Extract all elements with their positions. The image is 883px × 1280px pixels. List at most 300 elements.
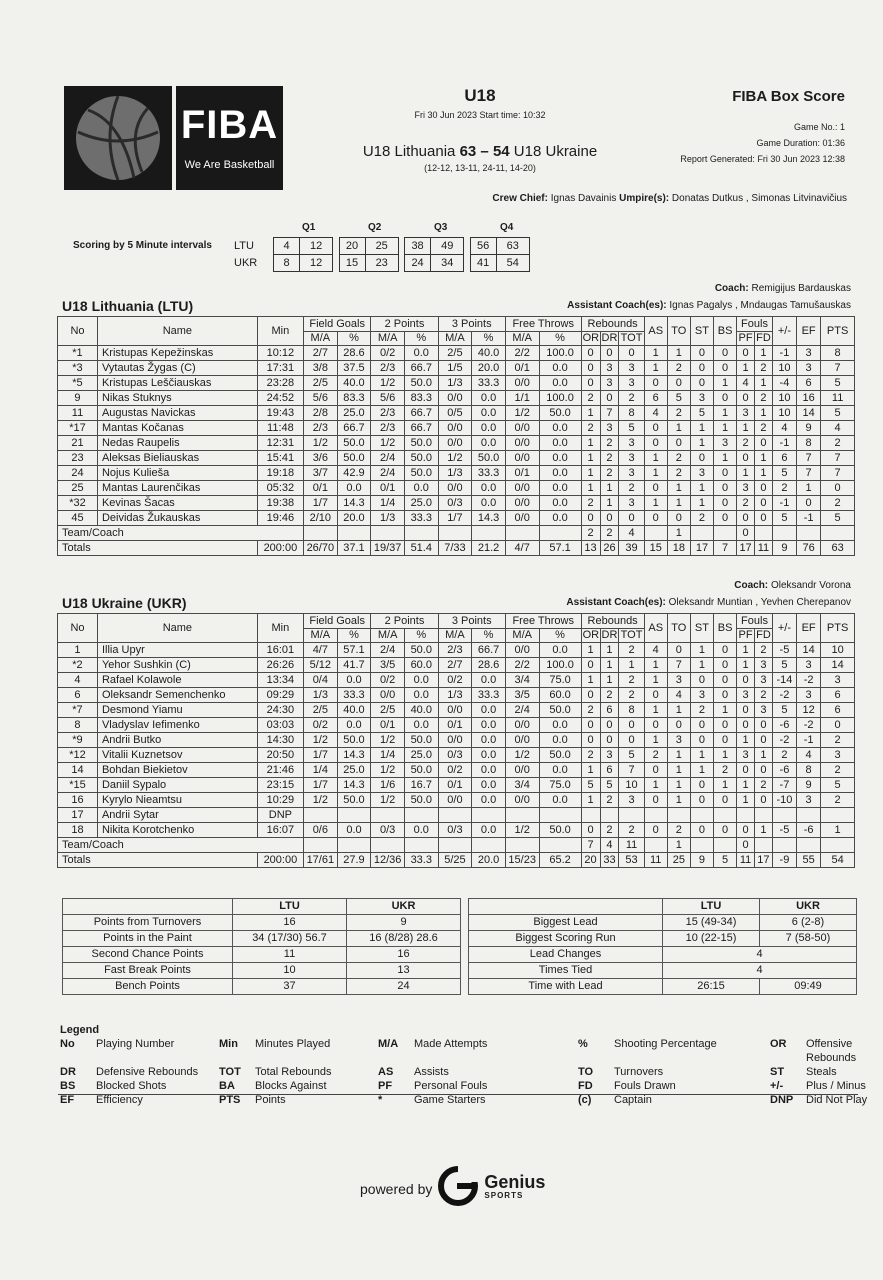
player-row: [58, 436, 855, 451]
stat-cell: 1/2: [371, 376, 405, 391]
stat-cell: 3/5: [505, 688, 539, 703]
player-number: *32: [58, 496, 98, 511]
stat-cell: 3/4: [505, 673, 539, 688]
stat-cell: 50.0: [472, 451, 506, 466]
player-number: 18: [58, 823, 98, 838]
empty-cell: [337, 526, 371, 541]
stat-cell: 0/0: [505, 763, 539, 778]
totals-cell: 5/25: [438, 853, 472, 868]
stat-cell: [714, 808, 737, 823]
totals-cell: 15: [644, 541, 667, 556]
stat-cell: [797, 808, 821, 823]
column-header: Name: [97, 317, 257, 346]
quarter-label: Q2: [368, 222, 382, 233]
empty-cell: [539, 526, 581, 541]
empty-cell: [690, 526, 713, 541]
stat-cell: 1: [581, 793, 600, 808]
stat-cell: -2: [772, 688, 796, 703]
stat-cell: 2/5: [371, 703, 405, 718]
stat-cell: 0/1: [371, 481, 405, 496]
ukr-title: U18 Ukraine (UKR): [62, 595, 187, 611]
stat-cell: 3: [619, 376, 644, 391]
stat-cell: 0: [690, 346, 713, 361]
player-name: Illia Upyr: [97, 643, 257, 658]
summary-value: 16: [233, 915, 347, 931]
summary-label: Points from Turnovers: [63, 915, 233, 931]
stat-cell: 11: [821, 391, 855, 406]
player-name: Andrii Butko: [97, 733, 257, 748]
stat-cell: 0.0: [337, 718, 371, 733]
stat-cell: 2/7: [438, 658, 472, 673]
stat-cell: 2: [755, 778, 773, 793]
player-row: [58, 481, 855, 496]
stat-cell: 0.0: [539, 376, 581, 391]
stat-cell: 3: [797, 346, 821, 361]
column-header: ST: [690, 317, 713, 346]
stat-cell: 0/2: [438, 763, 472, 778]
column-header: AS: [644, 317, 667, 346]
basketball-icon: [64, 86, 172, 190]
totals-cell: 7/33: [438, 541, 472, 556]
stat-cell: 1: [600, 481, 619, 496]
column-subheader: DR: [601, 629, 618, 641]
stat-cell: 0.0: [539, 436, 581, 451]
column-subheader: %: [404, 629, 438, 643]
stat-cell: 0: [690, 793, 713, 808]
stat-cell: 57.1: [337, 643, 371, 658]
stat-cell: 10: [772, 406, 796, 421]
player-row: [58, 748, 855, 763]
stat-cell: 3: [690, 466, 713, 481]
stat-cell: 0: [619, 511, 644, 526]
coach-label: Coach:: [734, 580, 769, 591]
stat-cell: 0: [737, 673, 755, 688]
player-number: 11: [58, 406, 98, 421]
assistant-names: Oleksandr Muntian , Yevhen Cherepanov: [668, 597, 851, 608]
stat-cell: 2/3: [371, 406, 405, 421]
stat-cell: 0: [737, 451, 755, 466]
stat-cell: 0/0: [505, 376, 539, 391]
stat-cell: 0.0: [337, 481, 371, 496]
stat-cell: 17:31: [257, 361, 303, 376]
column-header: +/-: [772, 317, 796, 346]
header-row: [58, 614, 855, 629]
stat-cell: 0: [714, 823, 737, 838]
column-header: BS: [714, 614, 737, 643]
summary-value: 10 (22-15): [663, 931, 760, 947]
stat-cell: 0: [714, 346, 737, 361]
legend-desc: Defensive Rebounds: [96, 1066, 199, 1078]
legend-key: BA: [219, 1080, 235, 1092]
stat-cell: 50.0: [404, 466, 438, 481]
stat-cell: 2: [644, 748, 667, 763]
stat-cell: 1/2: [304, 733, 338, 748]
date-line: Fri 30 Jun 2023 Start time: 10:32: [414, 110, 546, 120]
totals-cell: 19/37: [371, 541, 405, 556]
totals-cell: 11: [755, 541, 773, 556]
stat-cell: -6: [772, 763, 796, 778]
totals-cell: 26/70: [304, 541, 338, 556]
intervals-table: [234, 237, 530, 272]
stat-cell: -5: [772, 823, 796, 838]
stat-cell: 1/3: [438, 466, 472, 481]
summary-value: 37: [233, 979, 347, 995]
summary-label: Points in the Paint: [63, 931, 233, 947]
stat-cell: 14.3: [472, 511, 506, 526]
stat-cell: 33.3: [472, 688, 506, 703]
player-name: Kyrylo Nieamtsu: [97, 793, 257, 808]
column-subheader: M/A: [304, 629, 338, 643]
interval-score: 24: [405, 255, 431, 272]
summary-label: Bench Points: [63, 979, 233, 995]
stat-cell: 6: [797, 376, 821, 391]
stat-cell: 3: [667, 673, 690, 688]
stat-cell: -6: [772, 718, 796, 733]
stat-cell: 0.0: [472, 406, 506, 421]
legend-key: (c): [578, 1094, 592, 1106]
player-row: [58, 778, 855, 793]
stat-cell: 40.0: [337, 703, 371, 718]
summary-value: 15 (49-34): [663, 915, 760, 931]
interval-row: [234, 238, 530, 255]
stat-cell: 1: [690, 421, 713, 436]
stat-cell: 0.0: [539, 451, 581, 466]
summary-header: [63, 899, 461, 915]
stat-cell: 12: [797, 703, 821, 718]
stat-cell: -6: [797, 823, 821, 838]
summary-team-header: LTU: [233, 899, 347, 915]
stat-cell: 10:29: [257, 793, 303, 808]
empty-cell: [644, 838, 667, 853]
column-subheader: PF: [738, 629, 753, 641]
totals-cell: 4/7: [505, 541, 539, 556]
stat-cell: 0/0: [505, 421, 539, 436]
stat-cell: 10: [821, 643, 855, 658]
stat-cell: 83.3: [404, 391, 438, 406]
summary-row: [63, 963, 461, 979]
interval-score: 34: [431, 255, 464, 272]
stat-cell: 1/7: [438, 511, 472, 526]
empty-cell: [772, 838, 796, 853]
column-header: Fouls: [737, 614, 773, 629]
column-subheader: M/A: [505, 629, 539, 643]
stat-cell: [505, 808, 539, 823]
stat-cell: 0/3: [438, 496, 472, 511]
stat-cell: 0: [667, 511, 690, 526]
player-number: *7: [58, 703, 98, 718]
legend-desc: Efficiency: [96, 1094, 143, 1106]
stat-cell: 25.0: [404, 496, 438, 511]
stat-cell: 2/5: [304, 703, 338, 718]
stat-cell: 0/1: [438, 778, 472, 793]
stat-cell: 2: [755, 361, 773, 376]
stat-cell: 1: [690, 658, 713, 673]
stat-cell: 0: [755, 718, 773, 733]
stat-cell: 8: [619, 703, 644, 718]
stat-cell: 2/3: [371, 421, 405, 436]
legend-key: OR: [770, 1038, 787, 1050]
stat-cell: 3: [737, 406, 755, 421]
summary-label: Biggest Scoring Run: [469, 931, 663, 947]
totals-cell: 26: [600, 541, 619, 556]
stat-cell: [337, 808, 371, 823]
stat-cell: 0: [667, 376, 690, 391]
stat-cell: 1: [644, 466, 667, 481]
stat-cell: -1: [772, 496, 796, 511]
stat-cell: 0: [755, 733, 773, 748]
stat-cell: 4: [737, 376, 755, 391]
player-row: [58, 793, 855, 808]
stat-cell: 1: [714, 451, 737, 466]
stat-cell: 60.0: [404, 658, 438, 673]
player-number: 9: [58, 391, 98, 406]
fiba-tagline: We Are Basketball: [184, 159, 275, 171]
summary-label: Biggest Lead: [469, 915, 663, 931]
player-number: 45: [58, 511, 98, 526]
player-number: 23: [58, 451, 98, 466]
player-name: Mantas Kočanas: [97, 421, 257, 436]
stat-cell: 3: [600, 361, 619, 376]
stat-cell: 100.0: [539, 658, 581, 673]
player-number: 14: [58, 763, 98, 778]
stat-cell: [600, 808, 619, 823]
player-number: *17: [58, 421, 98, 436]
stat-cell: 1: [690, 481, 713, 496]
totals-cell: 9: [772, 541, 796, 556]
stat-cell: 0: [644, 376, 667, 391]
column-header: +/-: [772, 614, 796, 643]
legend-title: Legend: [60, 1024, 100, 1036]
column-header: Fouls: [737, 317, 773, 332]
player-name: Bohdan Biekietov: [97, 763, 257, 778]
stat-cell: 1: [600, 673, 619, 688]
summary-value: 24: [347, 979, 461, 995]
player-name: Vladyslav Iefimenko: [97, 718, 257, 733]
stat-cell: 6: [772, 451, 796, 466]
stat-cell: 0.0: [539, 763, 581, 778]
stat-cell: 50.0: [404, 763, 438, 778]
totals-cell: 51.4: [404, 541, 438, 556]
stat-cell: 28.6: [337, 346, 371, 361]
summary-value: 09:49: [760, 979, 857, 995]
stat-cell: 0: [737, 823, 755, 838]
column-header: BS: [714, 317, 737, 346]
player-name: Vytautas Žygas (C): [97, 361, 257, 376]
stat-cell: 0: [755, 481, 773, 496]
stat-cell: 5: [772, 466, 796, 481]
totals-cell: 54: [821, 853, 855, 868]
stat-cell: -5: [772, 643, 796, 658]
stat-cell: 20.0: [337, 511, 371, 526]
stat-cell: 0: [690, 778, 713, 793]
stat-cell: 33.3: [472, 466, 506, 481]
summary-value: 16 (8/28) 28.6: [347, 931, 461, 947]
stat-cell: 1: [714, 778, 737, 793]
stat-cell: 3: [714, 436, 737, 451]
stat-cell: 2: [755, 688, 773, 703]
empty-cell: [690, 838, 713, 853]
stat-cell: 3/7: [304, 466, 338, 481]
column-header: EF: [797, 614, 821, 643]
empty-cell: [755, 526, 773, 541]
stat-cell: 1: [600, 496, 619, 511]
stat-cell: 0: [714, 481, 737, 496]
totals-cell: 33: [600, 853, 619, 868]
stat-cell: 03:03: [257, 718, 303, 733]
column-header: TO: [667, 614, 690, 643]
team-coach-row: [58, 838, 855, 853]
stat-cell: 7: [797, 451, 821, 466]
stat-cell: 24:52: [257, 391, 303, 406]
stat-cell: 2/3: [304, 421, 338, 436]
legend-key: PF: [378, 1080, 393, 1092]
ukr-coach: [734, 580, 851, 591]
stat-cell: 2: [821, 763, 855, 778]
stat-cell: 1: [667, 778, 690, 793]
quarter-label: Q3: [434, 222, 448, 233]
stat-cell: 0/3: [438, 748, 472, 763]
stat-cell: 5: [690, 406, 713, 421]
stat-cell: 0: [737, 763, 755, 778]
stat-cell: 1: [690, 436, 713, 451]
totals-cell: 7: [714, 541, 737, 556]
player-row: [58, 823, 855, 838]
stat-cell: 2: [600, 688, 619, 703]
stat-cell: 5: [619, 421, 644, 436]
stat-cell: 7: [821, 466, 855, 481]
match-score: [340, 143, 620, 160]
empty-cell: [714, 526, 737, 541]
stat-cell: 0.0: [539, 511, 581, 526]
stat-cell: 1: [667, 763, 690, 778]
stat-cell: 2: [821, 496, 855, 511]
quarter-label: Q4: [500, 222, 514, 233]
stat-cell: 1/7: [304, 496, 338, 511]
column-header: PTS: [821, 317, 855, 346]
event-title: U18: [464, 86, 496, 105]
player-name: Kristupas Leščiauskas: [97, 376, 257, 391]
stat-cell: 6: [821, 688, 855, 703]
totals-cell: 200:00: [257, 541, 303, 556]
legend-desc: Turnovers: [614, 1066, 664, 1078]
stat-cell: 0: [600, 391, 619, 406]
stat-cell: 5: [600, 778, 619, 793]
stat-cell: 1: [667, 421, 690, 436]
totals-cell: 65.2: [539, 853, 581, 868]
player-name: Daniil Sypalo: [97, 778, 257, 793]
stat-cell: 4: [821, 421, 855, 436]
player-number: 25: [58, 481, 98, 496]
stat-cell: 0: [581, 823, 600, 838]
stat-cell: 50.0: [539, 406, 581, 421]
stat-cell: 3/4: [505, 778, 539, 793]
stat-cell: 0.0: [539, 793, 581, 808]
column-subheader: OR: [582, 629, 600, 641]
stat-cell: 2: [821, 793, 855, 808]
summary-row: [63, 947, 461, 963]
stat-cell: 1: [755, 406, 773, 421]
stat-cell: 50.0: [337, 793, 371, 808]
stat-cell: 5: [821, 778, 855, 793]
totals-cell: 17: [690, 541, 713, 556]
summary-value: 6 (2-8): [760, 915, 857, 931]
column-header: No: [58, 317, 98, 346]
stat-cell: 0.0: [472, 673, 506, 688]
stat-cell: 2: [619, 643, 644, 658]
stat-cell: [581, 808, 600, 823]
column-subheader: %: [472, 332, 506, 346]
legend-key: TOT: [219, 1066, 241, 1078]
stat-cell: 1/2: [371, 763, 405, 778]
stat-cell: 1: [667, 496, 690, 511]
empty-cell: [337, 838, 371, 853]
column-header: Field Goals: [304, 317, 371, 332]
totals-cell: 17: [755, 853, 773, 868]
stat-cell: 0: [644, 436, 667, 451]
stat-cell: 1/3: [371, 511, 405, 526]
stat-cell: 8: [821, 346, 855, 361]
summary-team-header: UKR: [760, 899, 857, 915]
umpires-label: Umpire(s):: [619, 193, 670, 204]
stat-cell: 0.0: [472, 823, 506, 838]
stat-cell: 1: [714, 703, 737, 718]
stat-cell: 50.0: [404, 451, 438, 466]
stat-cell: 2: [772, 481, 796, 496]
interval-score: 56: [470, 238, 496, 255]
stat-cell: 40.0: [472, 346, 506, 361]
stat-cell: 25.0: [404, 748, 438, 763]
stat-cell: 0: [619, 718, 644, 733]
stat-cell: 05:32: [257, 481, 303, 496]
stat-cell: 3: [619, 436, 644, 451]
empty-cell: [304, 526, 338, 541]
stat-cell: 0/0: [438, 703, 472, 718]
player-row: [58, 688, 855, 703]
stat-cell: 2: [600, 793, 619, 808]
column-subheader: TOT: [620, 332, 643, 344]
player-number: *1: [58, 346, 98, 361]
stat-cell: 2/5: [304, 376, 338, 391]
stat-cell: 0.0: [472, 496, 506, 511]
player-name: Oleksandr Semenchenko: [97, 688, 257, 703]
column-header: 2 Points: [371, 317, 438, 332]
stat-cell: 1: [755, 748, 773, 763]
legend-key: DNP: [770, 1094, 794, 1106]
totals-row: [58, 541, 855, 556]
stat-cell: 2/4: [505, 703, 539, 718]
team-coach-label: Team/Coach: [58, 526, 304, 541]
ltu-assistant-coaches: [567, 300, 851, 311]
totals-cell: 39: [619, 541, 644, 556]
legend-key: AS: [378, 1066, 394, 1078]
summary-value: 7 (58-50): [760, 931, 857, 947]
empty-cell: [472, 526, 506, 541]
stat-cell: -2: [797, 673, 821, 688]
stat-cell: 2: [600, 466, 619, 481]
stat-cell: 1/4: [304, 763, 338, 778]
team-or: 7: [581, 838, 600, 853]
player-row: [58, 643, 855, 658]
team-pf: 0: [737, 526, 755, 541]
assistant-label: Assistant Coach(es):: [567, 300, 667, 311]
stat-cell: -2: [772, 733, 796, 748]
stat-cell: 0/0: [505, 793, 539, 808]
column-header: 3 Points: [438, 614, 505, 629]
stat-cell: 1/3: [304, 688, 338, 703]
stat-cell: 3: [755, 703, 773, 718]
stat-cell: 20:50: [257, 748, 303, 763]
stat-cell: 1: [737, 421, 755, 436]
